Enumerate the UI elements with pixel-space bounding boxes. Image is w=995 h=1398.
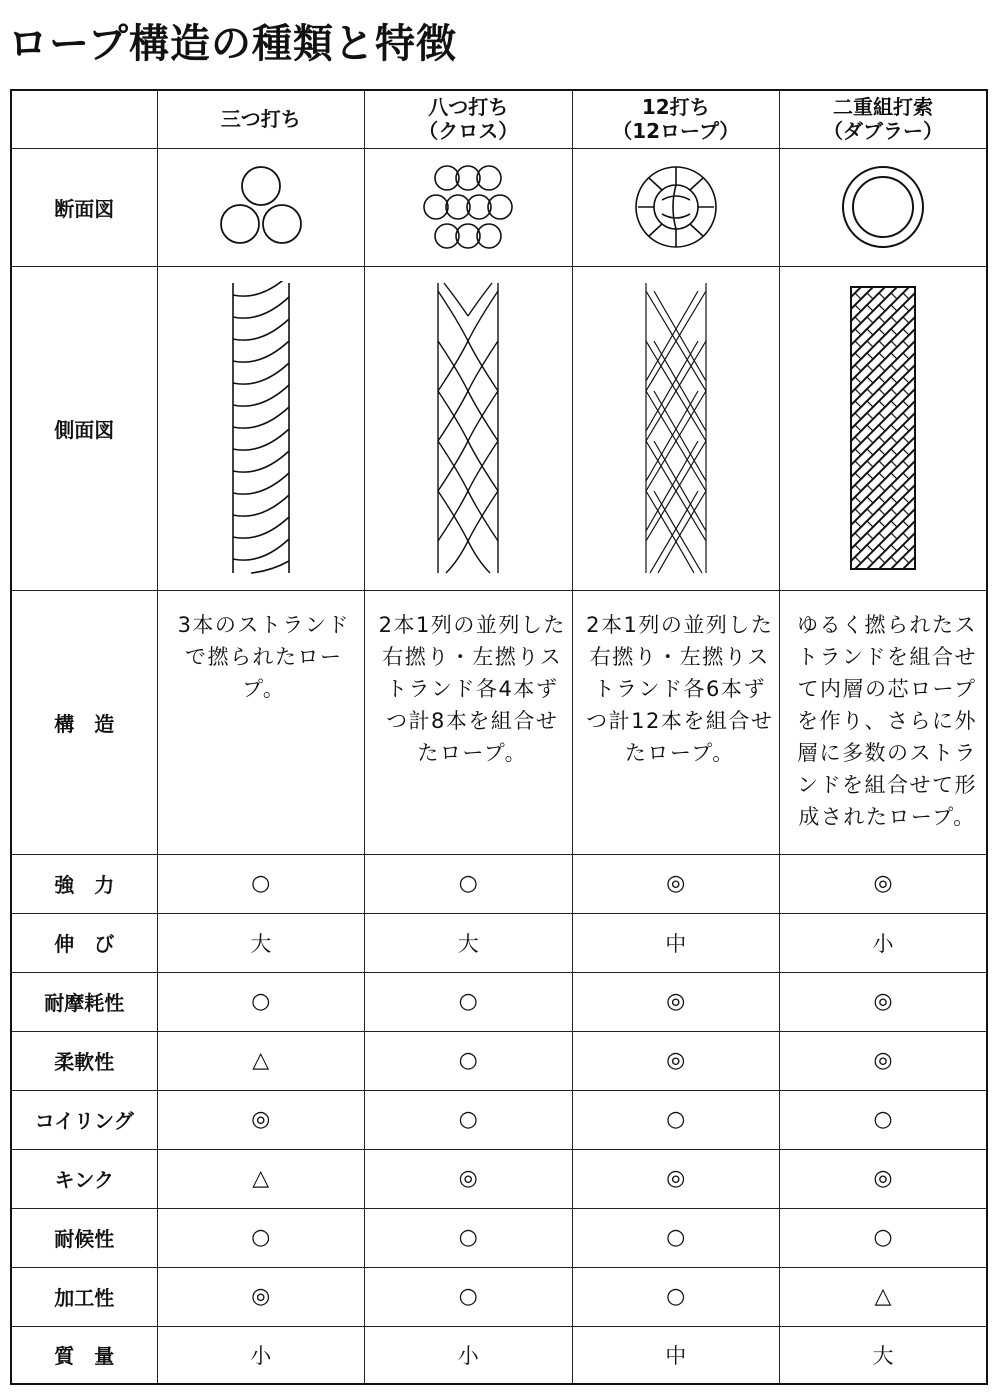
rope-comparison-table bbox=[10, 89, 988, 1385]
row-label: 加工性 bbox=[54, 1286, 115, 1310]
row-label: 耐摩耗性 bbox=[44, 991, 125, 1015]
structure-description: ゆるく撚られたストランドを組合せて内層の芯ロープを作り、さらに外層に多数のストランドを組合せて形成されたロープ。 bbox=[780, 590, 988, 854]
rating-cell: 小 bbox=[780, 913, 988, 972]
row-label-cell bbox=[11, 1267, 157, 1326]
structure-description: 2本1列の並列した右撚り・左撚りストランド各6本ずつ計12本を組合せたロープ。 bbox=[572, 590, 780, 854]
rating-cell: 小 bbox=[365, 1326, 573, 1384]
cross-section-cell bbox=[572, 148, 780, 266]
column-header bbox=[157, 90, 365, 148]
rating-cell: ○ bbox=[157, 854, 365, 913]
corner-cell bbox=[11, 90, 157, 148]
row-label: 耐候性 bbox=[54, 1227, 115, 1251]
row-label-cell bbox=[11, 1326, 157, 1384]
side-view-cell bbox=[365, 266, 573, 590]
rating-cell: ○ bbox=[365, 1031, 573, 1090]
row-label-cell bbox=[11, 1149, 157, 1208]
rating-cell: △ bbox=[157, 1031, 365, 1090]
side-view-cell bbox=[780, 266, 988, 590]
rating-cell: 小 bbox=[157, 1326, 365, 1384]
structure-description: 3本のストランドで撚られたロープ。 bbox=[157, 590, 365, 854]
column-header bbox=[780, 90, 988, 148]
rating-cell: △ bbox=[157, 1149, 365, 1208]
rating-cell: ◎ bbox=[780, 854, 988, 913]
rating-cell: ○ bbox=[157, 972, 365, 1031]
rating-cell: 大 bbox=[780, 1326, 988, 1384]
rating-cell: 大 bbox=[157, 913, 365, 972]
property-row-coiling bbox=[11, 1090, 987, 1149]
row-label: キンク bbox=[54, 1168, 114, 1192]
cross-section-cell bbox=[157, 148, 365, 266]
row-label: 柔軟性 bbox=[54, 1050, 115, 1074]
column-header-label: 八つ打ち （クロス） bbox=[418, 95, 519, 144]
row-label-cell bbox=[11, 1090, 157, 1149]
rating-cell: ○ bbox=[572, 1090, 780, 1149]
cross-section-cell bbox=[780, 148, 988, 266]
row-label-cell bbox=[11, 266, 157, 590]
rating-cell: ○ bbox=[572, 1208, 780, 1267]
column-header-label: 二重組打索 （ダブラー） bbox=[823, 95, 943, 144]
row-label: 構 造 bbox=[54, 711, 115, 736]
side-view-cell bbox=[157, 266, 365, 590]
row-label-cell bbox=[11, 972, 157, 1031]
property-row-abrasion-resistance bbox=[11, 972, 987, 1031]
rating-cell: ◎ bbox=[780, 972, 988, 1031]
structure-description: 2本1列の並列した右撚り・左撚りストランド各4本ずつ計8本を組合せたロープ。 bbox=[365, 590, 573, 854]
row-label: コイリング bbox=[34, 1109, 134, 1133]
three-strand-side-view-diagram bbox=[221, 281, 301, 575]
rating-cell: ◎ bbox=[572, 854, 780, 913]
rating-cell: ◎ bbox=[572, 1149, 780, 1208]
row-label-cell bbox=[11, 1031, 157, 1090]
property-row-weight bbox=[11, 1326, 987, 1384]
row-label: 断面図 bbox=[54, 196, 115, 221]
page-title: ロープ構造の種類と特徴 bbox=[8, 21, 457, 67]
column-header-label: 三つ打ち bbox=[220, 107, 301, 132]
row-label: 強 力 bbox=[54, 873, 115, 897]
rating-cell: ○ bbox=[365, 854, 573, 913]
row-label: 質 量 bbox=[54, 1344, 115, 1369]
row-label: 側面図 bbox=[54, 417, 115, 442]
row-label-cell bbox=[11, 913, 157, 972]
rating-cell: ○ bbox=[365, 972, 573, 1031]
row-label-cell bbox=[11, 854, 157, 913]
row-label-cell bbox=[11, 590, 157, 854]
property-row-workability bbox=[11, 1267, 987, 1326]
eight-strand-cross-section-diagram bbox=[423, 162, 513, 252]
property-row-flexibility bbox=[11, 1031, 987, 1090]
rating-cell: ○ bbox=[365, 1208, 573, 1267]
rating-cell: 中 bbox=[572, 1326, 780, 1384]
twelve-strand-cross-section-diagram bbox=[626, 162, 726, 252]
double-braid-side-view-diagram bbox=[843, 281, 923, 575]
rating-cell: ◎ bbox=[157, 1267, 365, 1326]
rating-cell: 大 bbox=[365, 913, 573, 972]
rating-cell: ◎ bbox=[157, 1090, 365, 1149]
double-braid-cross-section-diagram bbox=[838, 162, 928, 252]
side-view-row bbox=[11, 266, 987, 590]
rating-cell: △ bbox=[780, 1267, 988, 1326]
rating-cell: ○ bbox=[572, 1267, 780, 1326]
property-row-kink bbox=[11, 1149, 987, 1208]
rating-cell: ○ bbox=[365, 1090, 573, 1149]
row-label-cell bbox=[11, 1208, 157, 1267]
rating-cell: ◎ bbox=[572, 972, 780, 1031]
column-header bbox=[365, 90, 573, 148]
rating-cell: ◎ bbox=[365, 1149, 573, 1208]
row-label: 伸 び bbox=[54, 932, 115, 956]
property-row-elongation bbox=[11, 913, 987, 972]
property-row-strength bbox=[11, 854, 987, 913]
column-header bbox=[572, 90, 780, 148]
twelve-strand-side-view-diagram bbox=[636, 281, 716, 575]
rating-cell: ◎ bbox=[780, 1149, 988, 1208]
row-label-cell bbox=[11, 148, 157, 266]
structure-row bbox=[11, 590, 987, 854]
rating-cell: ○ bbox=[780, 1208, 988, 1267]
eight-strand-side-view-diagram bbox=[428, 281, 508, 575]
property-row-weather-resistance bbox=[11, 1208, 987, 1267]
cross-section-cell bbox=[365, 148, 573, 266]
rating-cell: ○ bbox=[780, 1090, 988, 1149]
side-view-cell bbox=[572, 266, 780, 590]
rating-cell: ◎ bbox=[780, 1031, 988, 1090]
rating-cell: ○ bbox=[365, 1267, 573, 1326]
cross-section-row bbox=[11, 148, 987, 266]
rating-cell: ◎ bbox=[572, 1031, 780, 1090]
rating-cell: ○ bbox=[157, 1208, 365, 1267]
rating-cell: 中 bbox=[572, 913, 780, 972]
three-strand-cross-section-diagram bbox=[211, 165, 311, 249]
header-row bbox=[11, 90, 987, 148]
column-header-label: 12打ち （12ロープ） bbox=[612, 95, 740, 144]
